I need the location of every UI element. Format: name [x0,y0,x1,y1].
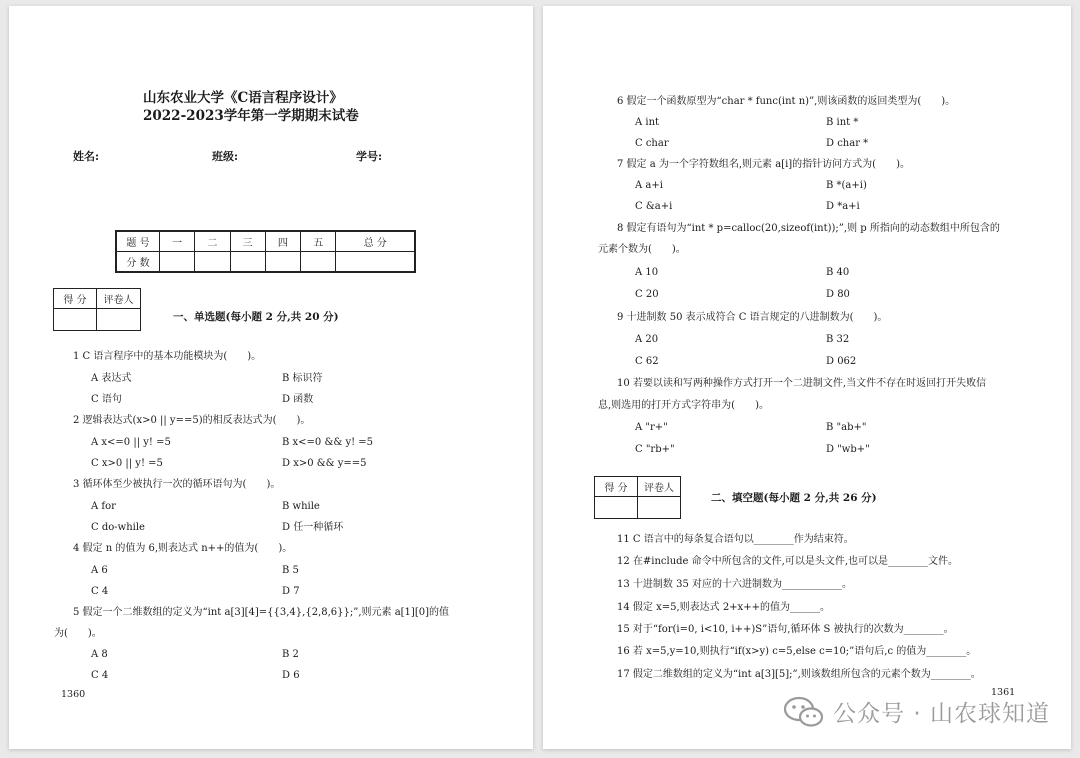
fill-question: 13 十进制数 35 对应的十六进制数为____________。 [617,579,852,590]
answer-option[interactable]: A 20 [635,334,659,345]
answer-option[interactable]: B "ab+" [826,422,867,433]
score-table [115,230,416,273]
question-stem-continued: 为( )。 [54,628,102,639]
grader-score-label: 得 分 [54,289,97,309]
question-stem: 4 假定 n 的值为 6,则表达式 n++的值为( )。 [73,543,293,554]
answer-option[interactable]: C 4 [91,670,109,681]
answer-option[interactable]: A "r+" [635,422,668,433]
score-input-cell[interactable] [195,252,230,273]
answer-option[interactable]: A 8 [91,649,108,660]
section2-heading: 二、填空题(每小题 2 分,共 26 分) [711,492,877,504]
watermark-text: 公众号 · 山农球知道 [833,701,1050,727]
page-number: 1360 [61,689,86,700]
exam-page-right [543,6,1071,749]
grader-name-label: 评卷人 [638,477,681,497]
fill-question: 14 假定 x=5,则表达式 2+x++的值为______。 [617,602,830,613]
fill-question: 15 对于“for(i=0, i<10, i++)S”语句,循环体 S 被执行的次数为________。 [617,624,954,635]
answer-option[interactable]: A 10 [635,267,659,278]
answer-option[interactable]: D char * [826,138,869,149]
answer-option[interactable]: D 7 [282,586,300,597]
answer-option[interactable]: C 20 [635,289,659,300]
name-field-label: 姓名: [73,150,100,163]
answer-option[interactable]: D 任一种循环 [282,522,344,533]
score-table-header-row [116,231,415,252]
answer-option[interactable]: C 4 [91,586,109,597]
grader-name-cell[interactable] [97,309,141,331]
question-stem: 10 若要以读和写两种操作方式打开一个二进制文件,当文件不存在时返回打开失败信 [617,378,987,389]
answer-option[interactable]: A int [635,117,660,128]
wechat-icon [783,696,825,728]
question-stem: 6 假定一个函数原型为“char * func(int n)”,则该函数的返回类型为( )。 [617,96,956,107]
score-input-cell[interactable] [336,252,415,273]
answer-option[interactable]: D *a+i [826,201,860,212]
question-stem-continued: 息,则选用的打开方式字符串为( )。 [598,400,769,411]
fill-question: 16 若 x=5,y=10,则执行“if(x>y) c=5,else c=10;”语句后,c 的值为________。 [617,646,977,657]
score-input-cell[interactable] [160,252,195,273]
grader-box [53,288,141,331]
question-stem-continued: 元素个数为( )。 [598,244,686,255]
score-table-cell: 分 数 [116,252,160,273]
page-number: 1361 [991,687,1016,698]
score-table-cell: 三 [230,231,265,252]
exam-title-line1: 山东农业大学《C语言程序设计》 [143,90,343,106]
question-stem: 5 假定一个二维数组的定义为“int a[3][4]={{3,4},{2,8,6}};”,则元素 a[1][0]的值 [73,607,449,618]
answer-option[interactable]: C char [635,138,669,149]
answer-option[interactable]: B 5 [282,565,299,576]
grader-score-cell[interactable] [595,497,638,519]
score-table-cell: 总 分 [336,231,415,252]
grader-name-cell[interactable] [638,497,681,519]
answer-option[interactable]: D x>0 && y==5 [282,458,367,469]
fill-question: 12 在#include 命令中所包含的文件,可以是头文件,也可以是________文件。 [617,556,959,567]
answer-option[interactable]: C "rb+" [635,444,675,455]
score-table-cell: 一 [160,231,195,252]
question-stem: 1 C 语言程序中的基本功能模块为( )。 [73,351,262,362]
grader-name-label: 评卷人 [97,289,141,309]
grader-score-label: 得 分 [595,477,638,497]
answer-option[interactable]: D 062 [826,356,857,367]
answer-option[interactable]: C x>0 || y! =5 [91,458,163,469]
answer-option[interactable]: A 6 [91,565,108,576]
answer-option[interactable]: D 6 [282,670,300,681]
answer-option[interactable]: D 函数 [282,394,314,405]
question-stem: 9 十进制数 50 表示成符合 C 语言规定的八进制数为( )。 [617,312,888,323]
section1-heading: 一、单选题(每小题 2 分,共 20 分) [173,311,339,323]
answer-option[interactable]: C do-while [91,522,145,533]
answer-option[interactable]: B int * [826,117,859,128]
answer-option[interactable]: A for [91,501,116,512]
answer-option[interactable]: B *(a+i) [826,180,867,191]
answer-option[interactable]: B x<=0 && y! =5 [282,437,374,448]
fill-question: 11 C 语言中的每条复合语句以________作为结束符。 [617,534,854,545]
fill-question: 17 假定二维数组的定义为“int a[3][5];”,则该数组所包含的元素个数为________。 [617,669,981,680]
answer-option[interactable]: D "wb+" [826,444,870,455]
score-table-cell: 题 号 [116,231,160,252]
exam-title-line2: 2022-2023学年第一学期期末试卷 [143,108,359,124]
answer-option[interactable]: A 表达式 [91,373,132,384]
grader-box [594,476,681,519]
watermark [783,695,1050,728]
question-stem: 3 循环体至少被执行一次的循环语句为( )。 [73,479,281,490]
score-table-cell: 五 [301,231,336,252]
exam-page-left [9,6,533,749]
class-field-label: 班级: [212,150,239,163]
score-table-score-row [116,252,415,273]
answer-option[interactable]: A x<=0 || y! =5 [91,437,171,448]
score-input-cell[interactable] [230,252,265,273]
score-input-cell[interactable] [301,252,336,273]
answer-option[interactable]: B 标识符 [282,373,323,384]
answer-option[interactable]: B 2 [282,649,299,660]
answer-option[interactable]: C 语句 [91,394,122,405]
answer-option[interactable]: B 40 [826,267,850,278]
answer-option[interactable]: C 62 [635,356,659,367]
student-id-field-label: 学号: [356,150,383,163]
question-stem: 7 假定 a 为一个字符数组名,则元素 a[i]的指针访问方式为( )。 [617,159,910,170]
score-table-cell: 二 [195,231,230,252]
answer-option[interactable]: C &a+i [635,201,673,212]
question-stem: 8 假定有语句为“int * p=calloc(20,sizeof(int));”,则 p 所指向的动态数组中所包含的 [617,223,1000,234]
question-stem: 2 逻辑表达式(x>0 || y==5)的相反表达式为( )。 [73,415,311,426]
answer-option[interactable]: A a+i [635,180,663,191]
grader-score-cell[interactable] [54,309,97,331]
answer-option[interactable]: B 32 [826,334,850,345]
score-table-cell: 四 [265,231,300,252]
answer-option[interactable]: D 80 [826,289,850,300]
score-input-cell[interactable] [265,252,300,273]
answer-option[interactable]: B while [282,501,320,512]
